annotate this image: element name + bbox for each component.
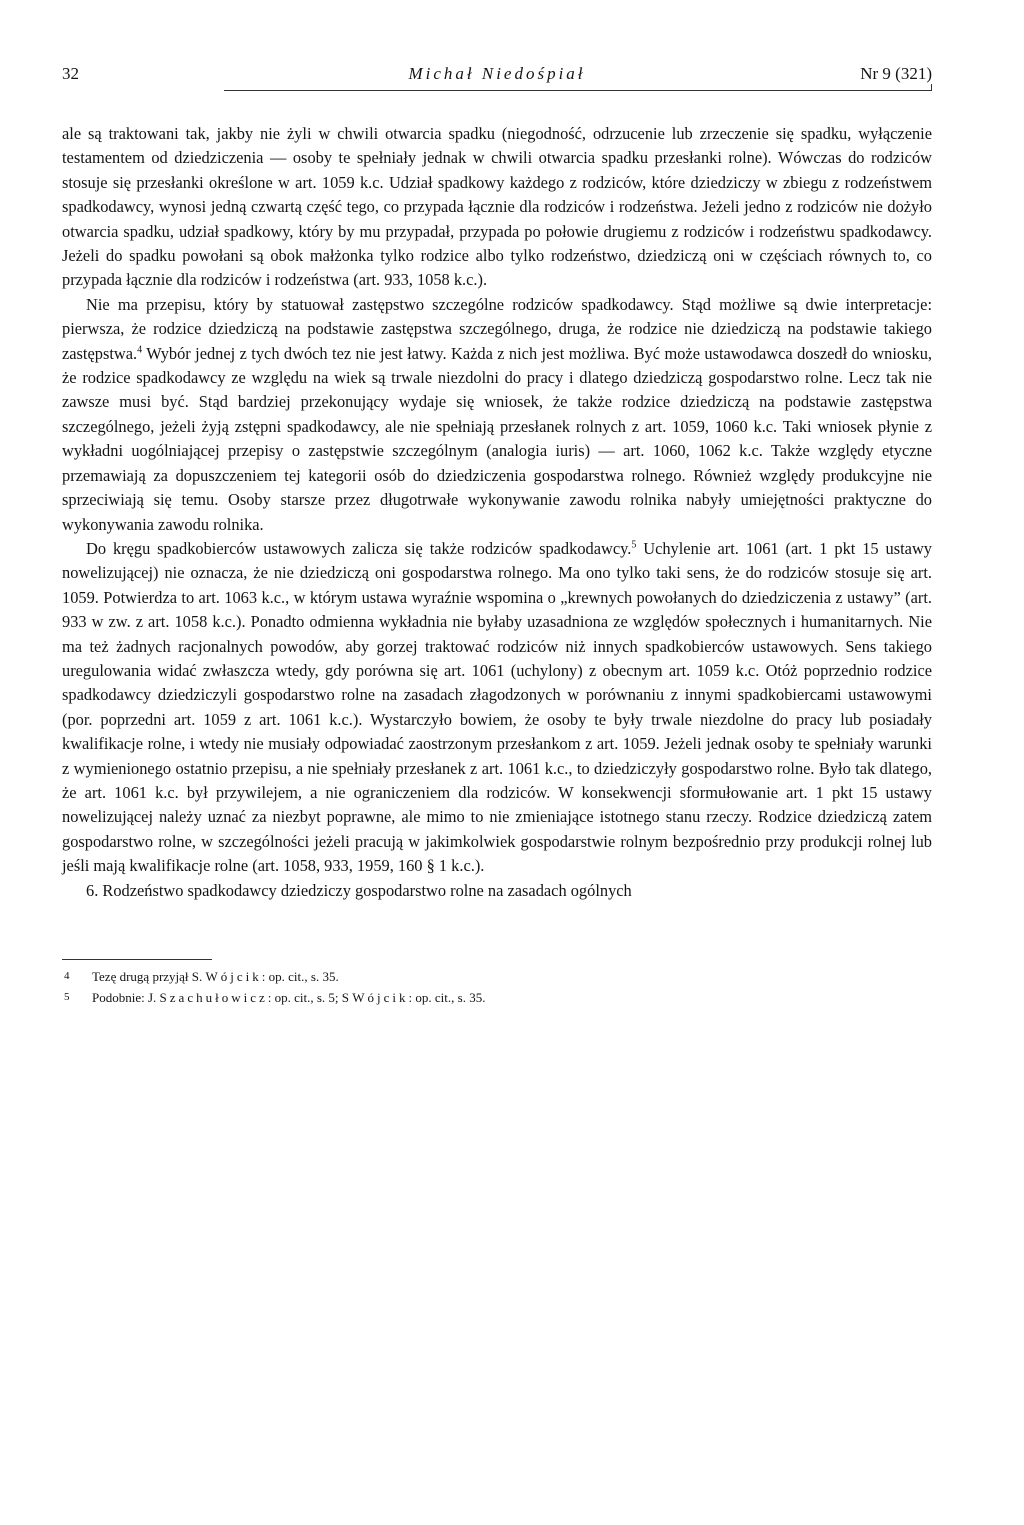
paragraph-2 (62, 293, 932, 537)
document-page (62, 58, 932, 1008)
footnote-mark: 4 (64, 970, 70, 982)
footnote-mark: 5 (64, 991, 70, 1003)
paragraph-1: ale są traktowani tak, jakby nie żyli w chwili otwarcia spadku (niegodność, odrzucenie lub zrzeczenie się spadku, wyłączenie testamentem od dziedziczenia — osoby te spełniały jednak w chwili otwarcia spadku przesłanki rolne). Wówczas do rodziców stosuje się przesłanki określone w art. 1059 k.c. Udział spadkowy każdego z rodziców, które dziedziczy w zbiegu z rodzeństwem spadkodawcy, wynosi jedną czwartą część tego, co przypada łącznie dla rodziców i rodzeństwa. Jeżeli jedno z rodziców nie dożyło otwarcia spadku, udział spadkowy, który by mu przypadał, przypada po połowie drugiemu z rodziców i rodzeństwu spadkodawcy. Jeżeli do spadku powołani są obok małżonka tylko rodzice albo tylko rodzeństwo, dziedziczą oni w częściach równych to, co przypada łącznie dla rodziców i rodzeństwa (art. 933, 1058 k.c.). (62, 124, 932, 290)
page-header (62, 58, 932, 94)
paragraph-2-text-a: Nie ma przepisu, który by statuował zastępstwo szczególne rodziców spadkodawcy. Stąd możliwe są dwie interpretacje: pierwsza, że rodzice dziedziczą na podstawie zastępstwa szczególnego, druga, że rodzice nie dziedziczą na podstawie takiego zastępstwa. (62, 294, 932, 363)
paragraph-2-text-b: Wybór jednej z tych dwóch tez nie jest łatwy. Każda z nich jest możliwa. Być może ustawodawca doszedł do wniosku, że rodzice spadkodawcy ze względu na wiek są trwale niezdolni do pracy i dlatego dziedziczą gospodarstwo rolne. Lecz tak nie zawsze musi być. Stąd bardziej przekonujący wydaje się wniosek, że także rodzice dziedziczą na podstawie zastępstwa szczególnego, jeżeli żyją zstępni spadkodawcy, ale nie spełniają przesłanek rolnych z art. 1059, 1060 k.c. Taki wniosek płynie z wykładni uogólniającej przepisy o zastępstwie szczególnym (analogia iuris) — art. 1060, 1062 k.c. Także względy etyczne przemawiają za dopuszczeniem tej kategorii osób do dziedziczenia gospodarstwa rolnego. Również względy produkcyjne nie sprzeciwiają się temu. Osoby starsze przez długotrwałe wykonywanie zawodu rolnika nabyły umiejętności praktyczne do wykonywania zawodu rolnika. (62, 343, 932, 534)
paragraph-3-text-a: Do kręgu spadkobierców ustawowych zalicza się także rodziców spadkodawcy. (86, 538, 632, 558)
footnote-text-c: : op. cit., s. 35. (408, 990, 486, 1005)
footnote-author-2: Wójcik (352, 990, 409, 1005)
footnote-text (92, 987, 485, 1008)
paragraph-4: 6. Rodzeństwo spadkodawcy dziedziczy gospodarstwo rolne na zasadach ogólnych (86, 880, 632, 900)
paragraph-3-text-b: Uchylenie art. 1061 (art. 1 pkt 15 ustawy nowelizującej) nie oznacza, że nie dziedziczą oni gospodarstwa rolnego. Ma ono tylko taki sens, że do rodziców stosuje się art. 1059. Potwierdza to art. 1063 k.c., w którym ustawa wyraźnie wspomina o „krewnych powołanych do dziedziczenia z ustawy” (art. 933 w zw. z art. 1058 k.c.). Ponadto odmienna wykładnia nie byłaby uzasadniona ze względów społecznych i humanitarnych. Nie ma też żadnych racjonalnych powodów, aby gorzej traktować rodziców niż innych spadkobierców ustawowych. Sens takiego uregulowania widać zwłaszcza wtedy, gdy porówna się art. 1061 (uchylony) z obecnym art. 1059 k.c. Otóż poprzednio rodzice spadkodawcy dziedziczyli gospodarstwo rolne na zasadach złagodzonych w porównaniu z innymi spadkobiercami ustawowymi (por. poprzedni art. 1059 z art. 1061 k.c.). Wystarczyło bowiem, że osoby te były trwale niezdolne do pracy lub posiadały kwalifikacje rolne, i wtedy nie musiały odpowiadać zaostrzonym przesłankom z art. 1059. Jeżeli jednak osoby te spełniały warunki z wymienionego ostatnio przepisu, a nie spełniały przesłanek z art. 1061 k.c., to dziedziczyły gospodarstwo rolne. Było tak dlatego, że art. 1061 k.c. był przywilejem, a nie ograniczeniem dla rodziców. W konsekwencji sformułowanie art. 1 pkt 15 ustawy nowelizującej należy uznać za niezbyt poprawne, ale mimo to nie zmieniające istotnego stanu rzeczy. Rodzice dziedziczą zatem gospodarstwo rolne, w szczególności jeżeli pracują w jakimkolwiek gospodarstwie rolnym bezpośrednio przy produkcji rolnej lub jeśli mają kwalifikacje rolne (art. 1058, 933, 1959, 160 § 1 k.c.). (62, 538, 932, 876)
footnote-text (92, 966, 339, 987)
footnote-author: Szachułowicz (159, 990, 268, 1005)
footnote-text-a: Podobnie: J. (92, 990, 160, 1005)
footnote-5 (62, 987, 932, 1008)
footnote-rule (62, 959, 212, 960)
footnotes (62, 966, 932, 1008)
header-rule (224, 90, 932, 91)
footnote-ref-4[interactable]: 4 (137, 344, 143, 356)
footnote-4 (62, 966, 932, 987)
footnote-text-a: Tezę drugą przyjął S. (92, 969, 206, 984)
footnote-ref-5[interactable]: 5 (631, 539, 637, 551)
running-title: Michał Niedośpiał (408, 64, 586, 83)
page-number: 32 (62, 64, 79, 83)
issue-number: Nr 9 (321) (860, 64, 932, 83)
footnote-author: Wójcik (205, 969, 262, 984)
footnote-text-b: : op. cit., s. 5; S (267, 990, 353, 1005)
paragraph-3 (62, 537, 932, 879)
footnote-text-b: : op. cit., s. 35. (261, 969, 339, 984)
body-text (62, 122, 932, 903)
